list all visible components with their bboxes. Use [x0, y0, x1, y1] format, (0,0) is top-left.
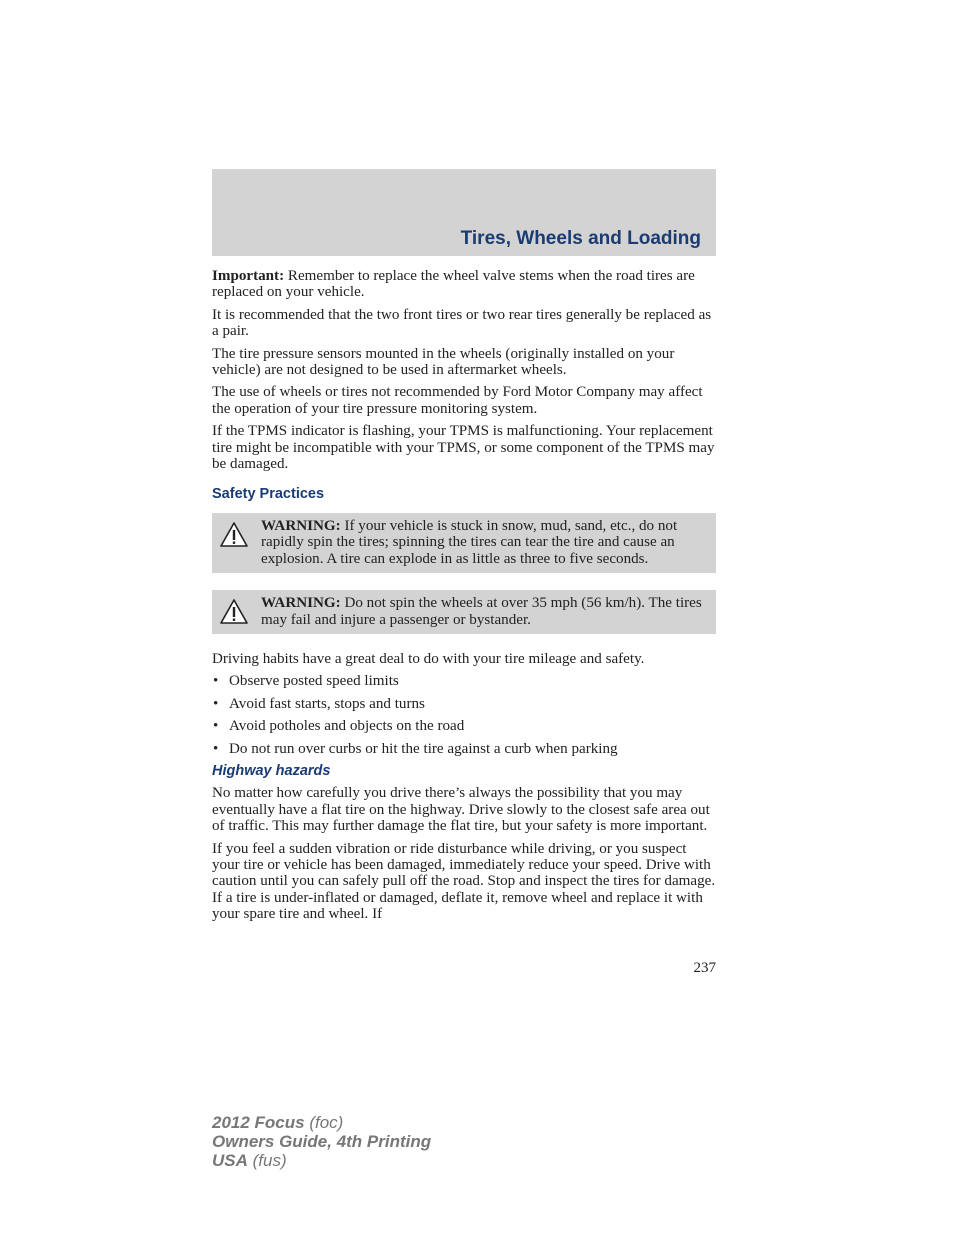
- list-item-text: Avoid potholes and objects on the road: [229, 718, 465, 735]
- warning-label: WARNING:: [261, 595, 341, 612]
- list-item: • Do not run over curbs or hit the tire against a curb when parking: [213, 740, 618, 757]
- page-content: [212, 268, 716, 929]
- driving-habits-paragraph: Driving habits have a great deal to do with your tire mileage and safety.: [212, 650, 645, 667]
- intro-paragraph: The use of wheels or tires not recommended by Ford Motor Company may affect the operation of your tire pressure monitoring system.: [212, 384, 703, 417]
- warning-text: [246, 595, 706, 628]
- list-item: • Avoid potholes and objects on the road: [213, 718, 465, 735]
- highway-hazards-heading: Highway hazards: [212, 762, 331, 779]
- intro-paragraph: It is recommended that the two front tires or two rear tires generally be replaced as a pair.: [212, 306, 712, 340]
- intro-paragraph: The tire pressure sensors mounted in the wheels (originally installed on your vehicle) are not designed to be used in aftermarket wheels.: [212, 345, 675, 379]
- page-number: 237: [693, 960, 716, 976]
- warning-box: [212, 590, 716, 634]
- footer-guide: Owners Guide, 4th Printing: [212, 1132, 432, 1151]
- footer-market-code: (fus): [247, 1151, 287, 1170]
- intro-paragraph: If the TPMS indicator is flashing, your TPMS is malfunctioning. Your replacement tire might be incompatible with your TPMS, or some component of the TPMS may be damaged.: [212, 423, 715, 473]
- section-header-band: [212, 169, 716, 256]
- highway-paragraph: If you feel a sudden vibration or ride disturbance while driving, or you suspect your tire or vehicle has been damaged, immediately reduce your speed. Drive with caution until you can safely pull off the road. Stop and inspect the tires for damage. If a tire is under-inflated or damaged, deflate it, remove wheel and replace it with your spare tire and wheel. If: [212, 840, 716, 923]
- highway-paragraph: No matter how carefully you drive there’s always the possibility that you may eventually have a flat tire on the highway. Drive slowly to the closest safe area out of traffic. This may further damage the flat tire, but your safety is more important.: [212, 785, 710, 835]
- warning-text: [246, 518, 706, 567]
- intro-text: Remember to replace the wheel valve stems when the road tires are replaced on your vehicle.: [212, 268, 695, 301]
- footer-model: 2012 Focus: [212, 1113, 305, 1132]
- footer-market: USA: [212, 1151, 248, 1170]
- warning-label: WARNING:: [261, 517, 341, 534]
- warning-body: If your vehicle is stuck in snow, mud, sand, etc., do not rapidly spin the tires; spinning the tires can tear the tire and cause an explosion. A tire can explode in as little as three to five seconds.: [261, 517, 678, 567]
- warning-triangle-icon: [219, 521, 249, 548]
- warning-box: [212, 513, 716, 573]
- list-item: • Observe posted speed limits: [213, 673, 399, 690]
- section-title: Tires, Wheels and Loading: [460, 228, 701, 249]
- list-item-text: Do not run over curbs or hit the tire against a curb when parking: [229, 740, 618, 757]
- driving-habits-list: [212, 673, 716, 757]
- warning-triangle-icon: [219, 598, 249, 625]
- list-item-text: Observe posted speed limits: [229, 673, 399, 690]
- warning-body: Do not spin the wheels at over 35 mph (56 km/h). The tires may fail and injure a passenger or bystander.: [261, 595, 702, 628]
- footer-model-code: (foc): [304, 1113, 344, 1132]
- important-label: Important:: [212, 268, 285, 284]
- list-item: • Avoid fast starts, stops and turns: [213, 695, 425, 712]
- list-item-text: Avoid fast starts, stops and turns: [229, 695, 425, 712]
- document-footer: [212, 1113, 431, 1170]
- intro-paragraph-important: [212, 268, 716, 301]
- safety-practices-heading: Safety Practices: [212, 486, 325, 503]
